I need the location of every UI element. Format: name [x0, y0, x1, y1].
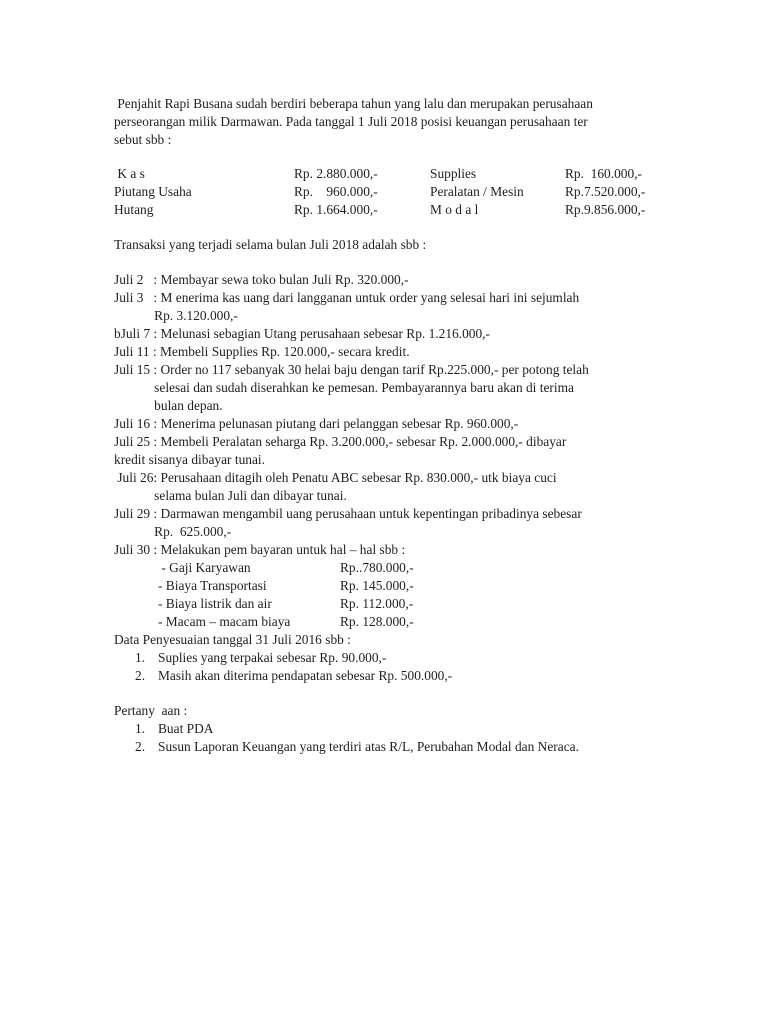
balance-left-label: Piutang Usaha	[114, 184, 192, 199]
payment-label: - Gaji Karyawan	[158, 560, 251, 575]
transaction-line: bulan depan.	[114, 398, 223, 413]
transaction-line: Juli 29 : Darmawan mengambil uang perusahaan untuk kepentingan pribadinya sebesar	[114, 506, 582, 521]
transaction-line: Juli 3 : M enerima kas uang dari langganan untuk order yang selesai hari ini sejumlah	[114, 290, 580, 305]
payment-amount: Rp. 145.000,-	[340, 578, 414, 593]
payment-amount: Rp. 128.000,-	[340, 614, 414, 629]
transaction-line: Juli 15 : Order no 117 sebanyak 30 helai baju dengan tarif Rp.225.000,- per potong telah	[114, 362, 589, 377]
transaction-line: selama bulan Juli dan dibayar tunai.	[114, 488, 347, 503]
transaction-line: selesai dan sudah diserahkan ke pemesan. Pembayarannya baru akan di terima	[114, 380, 574, 395]
transaction-line: Rp. 625.000,-	[114, 524, 232, 539]
balance-left-value: Rp. 960.000,-	[294, 184, 378, 199]
payment-amount: Rp. 112.000,-	[340, 596, 414, 611]
transaction-line: kredit sisanya dibayar tunai.	[114, 452, 265, 467]
questions-heading: Pertany aan :	[114, 703, 188, 718]
balance-right-label: M o d a l	[430, 202, 479, 217]
question-number: 1.	[135, 721, 146, 736]
adjustment-number: 1.	[135, 650, 146, 665]
payment-label: - Macam – macam biaya	[158, 614, 291, 629]
payment-label: - Biaya listrik dan air	[158, 596, 272, 611]
transaction-line: Juli 2 : Membayar sewa toko bulan Juli Rp. 320.000,-	[114, 272, 409, 287]
intro-line-2: perseorangan milik Darmawan. Pada tanggal 1 Juli 2018 posisi keuangan perusahaan ter	[114, 114, 588, 129]
adjustment-number: 2.	[135, 668, 146, 683]
balance-left-label: Hutang	[114, 202, 154, 217]
balance-left-value: Rp. 2.880.000,-	[294, 166, 378, 181]
transaction-line: Juli 26: Perusahaan ditagih oleh Penatu ABC sebesar Rp. 830.000,- utk biaya cuci	[114, 470, 557, 485]
balance-left-label: K a s	[114, 166, 145, 181]
payment-label: - Biaya Transportasi	[158, 578, 267, 593]
intro-line-1: Penjahit Rapi Busana sudah berdiri beberapa tahun yang lalu dan merupakan perusahaan	[114, 96, 593, 111]
transaction-line: Juli 25 : Membeli Peralatan seharga Rp. 3.200.000,- sebesar Rp. 2.000.000,- dibayar	[114, 434, 567, 449]
balance-right-label: Supplies	[430, 166, 477, 181]
balance-right-value: Rp. 160.000,-	[565, 166, 642, 181]
transactions-heading: Transaksi yang terjadi selama bulan Juli 2018 adalah sbb :	[114, 237, 427, 252]
intro-line-3: sebut sbb :	[114, 132, 172, 147]
transaction-line: Rp. 3.120.000,-	[114, 308, 238, 323]
adjustments-heading: Data Penyesuaian tanggal 31 Juli 2016 sbb :	[114, 632, 351, 647]
question-text: Susun Laporan Keuangan yang terdiri atas R/L, Perubahan Modal dan Neraca.	[158, 739, 579, 754]
balance-right-label: Peralatan / Mesin	[430, 184, 524, 199]
question-text: Buat PDA	[158, 721, 214, 736]
balance-right-value: Rp.7.520.000,-	[565, 184, 646, 199]
transaction-line: Juli 30 : Melakukan pem bayaran untuk hal – hal sbb :	[114, 542, 406, 557]
transaction-line: Juli 16 : Menerima pelunasan piutang dari pelanggan sebesar Rp. 960.000,-	[114, 416, 519, 431]
balance-right-value: Rp.9.856.000,-	[565, 202, 646, 217]
question-number: 2.	[135, 739, 146, 754]
adjustment-text: Suplies yang terpakai sebesar Rp. 90.000,-	[158, 650, 387, 665]
adjustment-text: Masih akan diterima pendapatan sebesar Rp. 500.000,-	[158, 668, 453, 683]
transaction-line: Juli 11 : Membeli Supplies Rp. 120.000,- secara kredit.	[114, 344, 410, 359]
balance-left-value: Rp. 1.664.000,-	[294, 202, 378, 217]
transaction-line: bJuli 7 : Melunasi sebagian Utang perusahaan sebesar Rp. 1.216.000,-	[114, 326, 490, 341]
payment-amount: Rp..780.000,-	[340, 560, 414, 575]
